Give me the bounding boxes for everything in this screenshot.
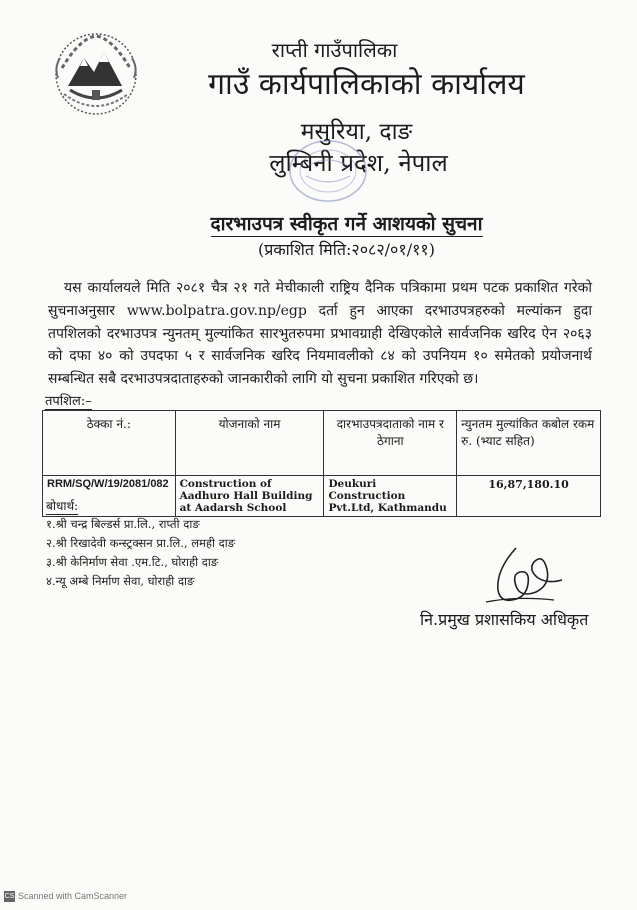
notice-body: यस कार्यालयले मिति २०८१ चैत्र २१ गते मेचीकाली राष्ट्रिय दैनिक पत्रिकामा प्रथम पटक प्रकाशित गरेको सुचनाअनुसार www.bolpatra.gov.np/egp दर्ता हुन आएका दरभाउपत्रहरुको मल्यांकन हुदा तपशिलको दरभाउपत्र न्युनतम् मुल्यांकित सारभुतरुपमा प्रभावग्राही देखिएकोले सार्वजनिक खरिद ऐन २०६३ को दफा ४० को उपदफा ५ र सार्वजनिक खरिद नियमावलीको ८४ को उपनियम १० समेतको प्रयोजनार्थ सम्बन्धित सबै दरभाउपत्रदाताहरुको जानकारीको लागि यो सुचना प्रकाशित गरिएको छ। bbox=[48, 280, 592, 388]
municipality-name: राप्ती गाउँपालिका bbox=[271, 38, 398, 62]
list-item: ३.श्री केनिर्माण सेवा .एम.टि., घोराही दाङ bbox=[46, 555, 219, 569]
col-project-name: योजनाको नाम bbox=[175, 411, 324, 476]
office-seal-stamp bbox=[286, 136, 370, 206]
details-label: तपशिल:– bbox=[45, 391, 92, 410]
province-name: लुम्बिनी प्रदेश, नेपाल bbox=[269, 149, 448, 177]
col-bidder: दारभाउपत्रदाताको नाम र ठेगाना bbox=[324, 411, 457, 476]
bidder-name: Deukuri Construction Pvt.Ltd, Kathmandu bbox=[324, 476, 457, 517]
contract-number: RRM/SQ/W/19/2081/082 bbox=[43, 476, 176, 517]
list-item: १.श्री चन्द्र बिल्डर्स प्रा.लि., राप्ती दाङ bbox=[46, 517, 200, 531]
col-amount: न्युनतम मुल्यांकित कबोल रकम रु. (भ्याट सहित) bbox=[457, 411, 601, 476]
table-header-row bbox=[43, 411, 601, 476]
list-item: २.श्री रिखादेवी कन्स्ट्रक्सन प्रा.लि., लमही दाङ bbox=[46, 536, 236, 550]
publish-date: (प्रकाशित मिति:२०८२/०१/११) bbox=[258, 240, 435, 259]
scanner-footer bbox=[4, 891, 127, 902]
camscanner-logo: CS bbox=[4, 893, 15, 901]
signatory-title: नि.प्रमुख प्रशासकिय अधिकृत bbox=[420, 610, 589, 629]
bid-amount: 16,87,180.10 bbox=[457, 476, 601, 517]
handwritten-signature bbox=[476, 540, 566, 610]
col-contract-no: ठेक्का नं.: bbox=[43, 411, 176, 476]
scanner-text: Scanned with CamScanner bbox=[18, 891, 128, 901]
office-location: मसुरिया, दाङ bbox=[300, 119, 413, 145]
project-name: Construction of Aadhuro Hall Building at Aadarsh School bbox=[175, 476, 324, 517]
cc-list bbox=[46, 515, 235, 591]
office-name: गाउँ कार्यपालिकाको कार्यालय bbox=[208, 67, 525, 102]
table-row bbox=[43, 476, 601, 517]
award-table bbox=[42, 410, 601, 517]
notice-title: दारभाउपत्र स्वीकृत गर्ने आशयको सुचना bbox=[210, 213, 483, 235]
list-item: ४.न्यू अम्बे निर्माण सेवा, घोराही दाङ bbox=[46, 574, 195, 588]
cc-label: बोधार्थ: bbox=[46, 499, 79, 513]
